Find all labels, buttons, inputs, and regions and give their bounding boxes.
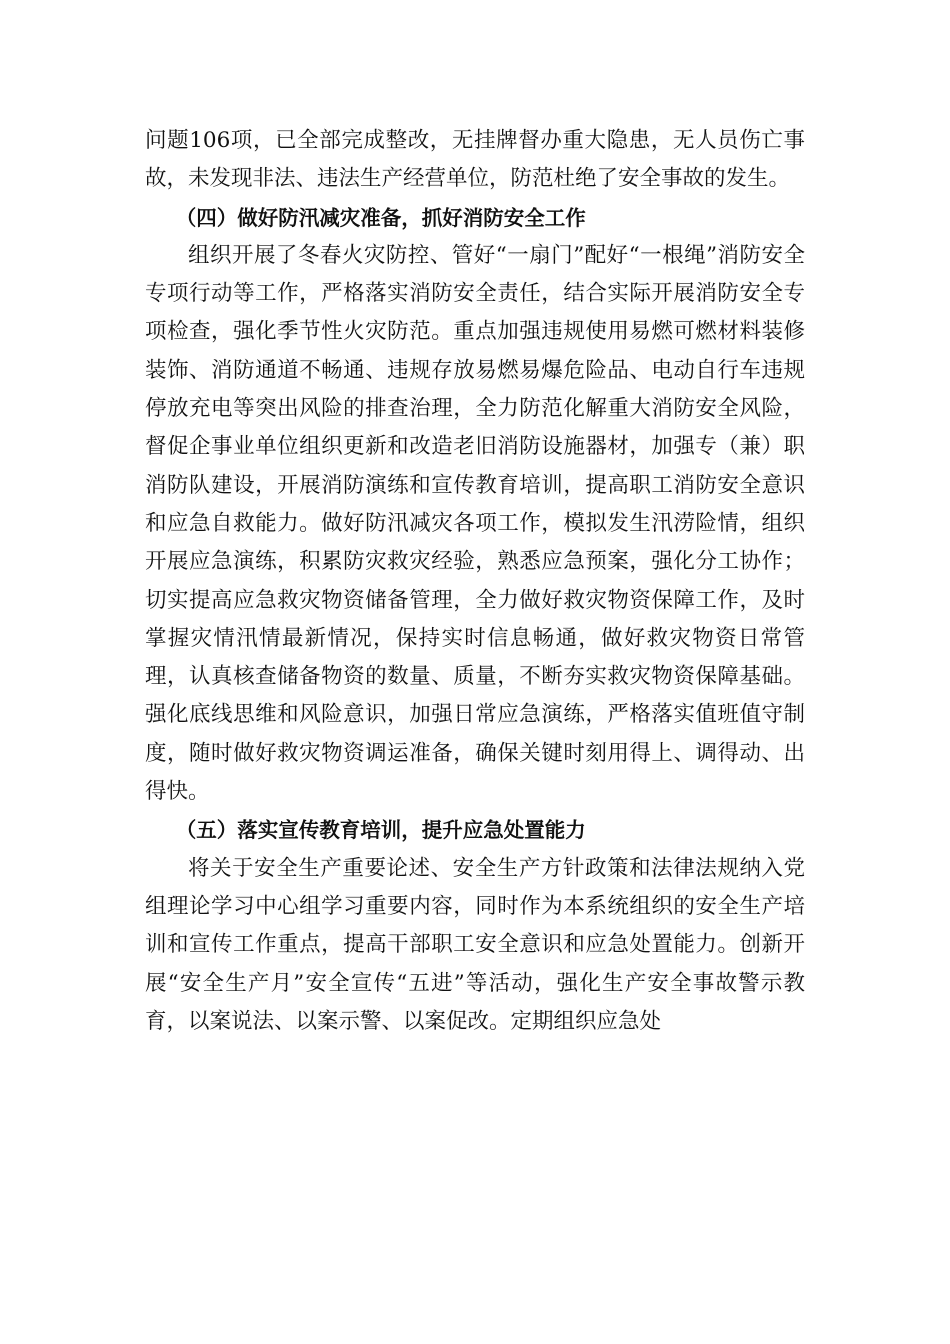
section-heading-4: （四）做好防汛减灾准备，抓好消防安全工作 (175, 205, 586, 230)
paragraph-training: 将关于安全生产重要论述、安全生产方针政策和法律法规纳入党组理论学习中心组学习重要内容，同时作为本系统组织的安全生产培训和宣传工作重点，提高干部职工安全意识和应急处置能力。创新开展“安全生产月”安全宣传“五进”等活动，强化生产安全事故警示教育，以案说法、以案示警、以案促改。定期组织应急处 (145, 855, 805, 1034)
paragraph-continued: 问题106项，已全部完成整改，无挂牌督办重大隐患，无人员伤亡事故，未发现非法、违法生产经营单位，防范杜绝了安全事故的发生。 (145, 128, 805, 192)
paragraph-fire-safety: 组织开展了冬春火灾防控、管好“一扇门”配好“一根绳”消防安全专项行动等工作，严格落实消防安全责任，结合实际开展消防安全专项检查，强化季节性火灾防范。重点加强违规使用易燃可燃材料装修装饰、消防通道不畅通、违规存放易燃易爆危险品、电动自行车违规停放充电等突出风险的排查治理，全力防范化解重大消防安全风险，督促企事业单位组织更新和改造老旧消防设施器材，加强专（兼）职消防队建设，开展消防演练和宣传教育培训，提高职工消防安全意识和应急自救能力。做好防汛减灾各项工作，模拟发生汛涝险情，组织开展应急演练，积累防灾救灾经验，熟悉应急预案，强化分工协作；切实提高应急救灾物资储备管理，全力做好救灾物资保障工作，及时掌握灾情汛情最新情况，保持实时信息畅通，做好救灾物资日常管理，认真核查储备物资的数量、质量，不断夯实救灾物资保障基础。强化底线思维和风险意识，加强日常应急演练，严格落实值班值守制度，随时做好救灾物资调运准备，确保关键时刻用得上、调得动、出得快。 (145, 242, 805, 805)
section-heading-5: （五）落实宣传教育培训，提升应急处置能力 (175, 818, 586, 843)
document-page (145, 122, 805, 1041)
